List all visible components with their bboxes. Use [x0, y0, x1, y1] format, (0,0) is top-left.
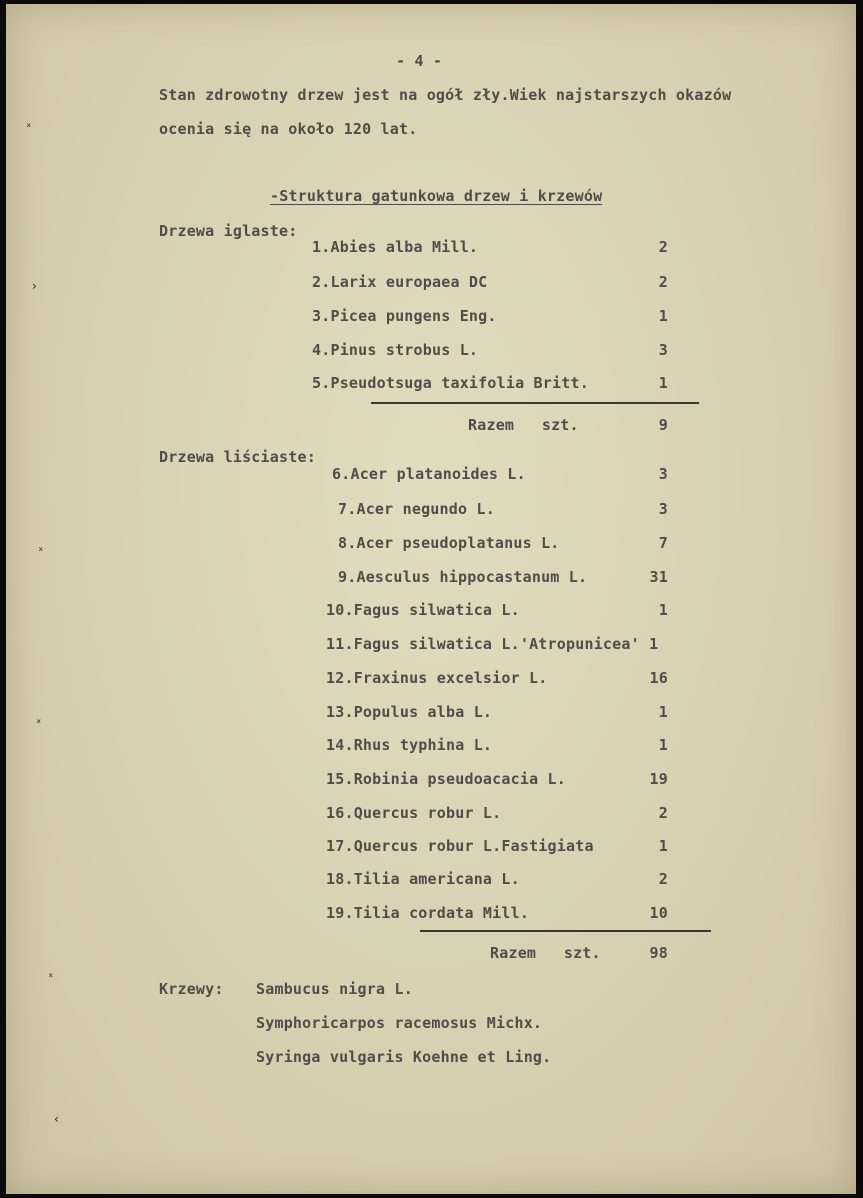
total-value: 98 [649, 944, 668, 962]
list-item: 2.Larix europaea DC [312, 273, 488, 291]
deciduous-label: Drzewa liściaste: [159, 448, 316, 466]
list-item-count: 2 [658, 870, 668, 888]
section-heading: -Struktura gatunkowa drzew i krzewów [270, 187, 603, 205]
intro-line-2: ocenia się na około 120 lat. [159, 120, 418, 138]
list-item: 7.Acer negundo L. [338, 500, 495, 518]
list-item-count: 2 [658, 238, 668, 256]
list-item-count: 2 [658, 273, 668, 291]
intro-line-1: Stan zdrowotny drzew jest na ogół zły.Wiek najstarszych okazów [159, 86, 732, 104]
total-label: Razem szt. [490, 944, 601, 962]
list-item: 5.Pseudotsuga taxifolia Britt. [312, 374, 589, 392]
list-item-count: 3 [658, 500, 668, 518]
list-item: 11.Fagus silwatica L.'Atropunicea' 1 [326, 635, 659, 653]
margin-mark: › [32, 279, 37, 293]
margin-mark: ˣ [48, 970, 54, 984]
list-item-count: 16 [649, 669, 668, 687]
list-item: 6.Acer platanoides L. [332, 465, 526, 483]
list-item: 12.Fraxinus excelsior L. [326, 669, 548, 687]
list-item: 19.Tilia cordata Mill. [326, 904, 530, 922]
total-rule [371, 402, 699, 404]
list-item: 3.Picea pungens Eng. [312, 307, 497, 325]
list-item-count: 1 [658, 736, 668, 754]
total-label: Razem szt. [468, 416, 579, 434]
margin-mark: ˣ [36, 716, 42, 730]
list-item-count: 7 [658, 534, 668, 552]
list-item-count: 1 [658, 703, 668, 721]
list-item-count: 2 [658, 804, 668, 822]
margin-mark: ˣ [26, 120, 32, 134]
list-item: 4.Pinus strobus L. [312, 341, 479, 359]
total-rule [420, 930, 711, 932]
margin-mark: ‹ [54, 1112, 59, 1126]
list-item: 13.Populus alba L. [326, 703, 493, 721]
list-item: 18.Tilia americana L. [326, 870, 520, 888]
list-item: Symphoricarpos racemosus Michx. [256, 1014, 543, 1032]
conifers-label: Drzewa iglaste: [159, 222, 298, 240]
list-item-count: 10 [649, 904, 668, 922]
list-item-count: 31 [649, 568, 668, 586]
list-item-count: 19 [649, 770, 668, 788]
list-item: 14.Rhus typhina L. [326, 736, 493, 754]
list-item-count: 3 [658, 465, 668, 483]
list-item-count: 1 [658, 837, 668, 855]
list-item-count: 1 [658, 307, 668, 325]
list-item: 17.Quercus robur L.Fastigiata [326, 837, 594, 855]
list-item-count: 3 [658, 341, 668, 359]
page-number: - 4 - [396, 52, 443, 70]
margin-mark: ˣ [38, 544, 44, 558]
list-item: 10.Fagus silwatica L. [326, 601, 520, 619]
list-item: Sambucus nigra L. [256, 980, 413, 998]
shrubs-label: Krzewy: [159, 980, 224, 998]
total-value: 9 [658, 416, 668, 434]
list-item: 16.Quercus robur L. [326, 804, 502, 822]
list-item: 8.Acer pseudoplatanus L. [338, 534, 560, 552]
list-item: 15.Robinia pseudoacacia L. [326, 770, 566, 788]
document-page [6, 4, 856, 1194]
list-item-count: 1 [658, 601, 668, 619]
list-item-count: 1 [658, 374, 668, 392]
list-item: 9.Aesculus hippocastanum L. [338, 568, 588, 586]
list-item: 1.Abies alba Mill. [312, 238, 479, 256]
list-item: Syringa vulgaris Koehne et Ling. [256, 1048, 552, 1066]
